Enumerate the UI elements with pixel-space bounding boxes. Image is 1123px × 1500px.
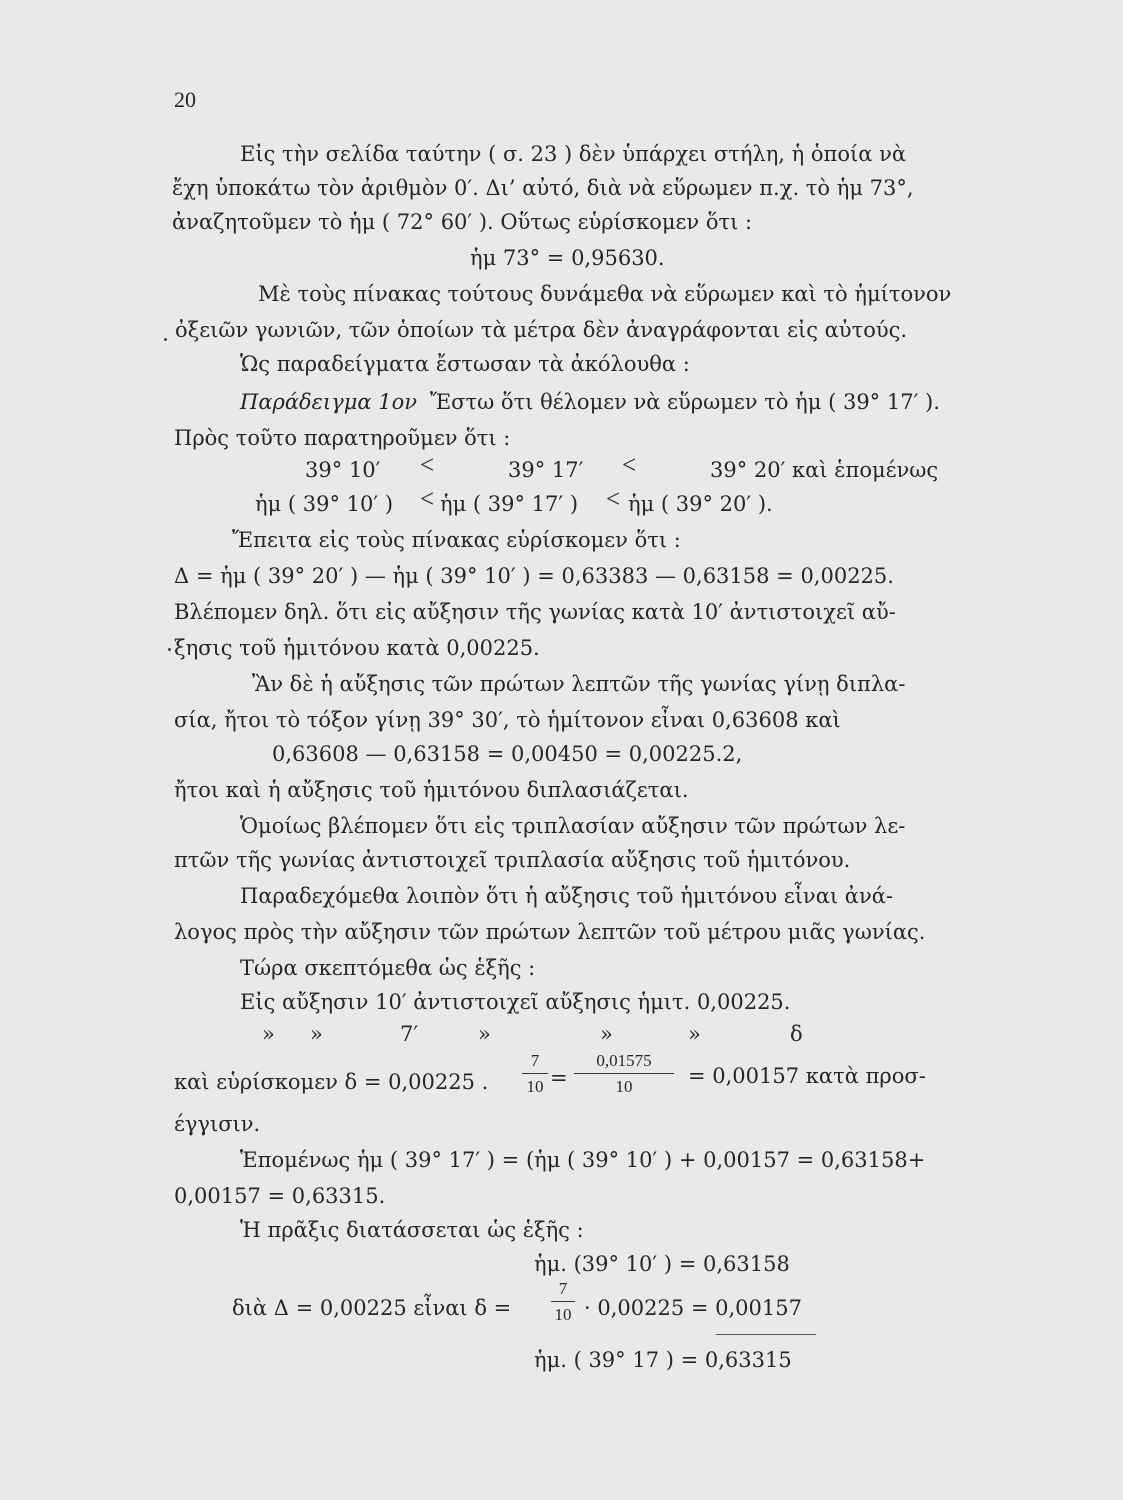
page-number: 20 xyxy=(174,87,196,112)
text-line: καὶ εὑρίσκομεν δ = 0,00225 . xyxy=(174,1070,489,1094)
example-heading: Παράδειγμα 1ον xyxy=(240,390,417,414)
delta-symbol: δ xyxy=(790,1022,803,1046)
formula-line: 0,00157 = 0,63315. xyxy=(174,1184,386,1208)
less-than-sign: < xyxy=(606,486,621,513)
less-than-sign: < xyxy=(420,486,435,513)
text-line: Εἰς αὔξησιν 10′ ἀντιστοιχεῖ αὔξησις ἡμιτ. 0,00225. xyxy=(240,990,791,1014)
sine-39-10: ἡμ ( 39° 10′ ) xyxy=(255,492,394,516)
sine-39-17: ἡμ ( 39° 17′ ) xyxy=(440,492,579,516)
text-line: ξησις τοῦ ἡμιτόνου κατὰ 0,00225. xyxy=(174,636,540,660)
text-line: σία, ἤτοι τὸ τόξον γίνῃ 39° 30′, τὸ ἡμίτονον εἶναι 0,63608 καὶ xyxy=(174,708,841,732)
text-line: Πρὸς τοῦτο παρατηροῦμεν ὅτι : xyxy=(174,426,511,450)
text-line: Βλέπομεν δηλ. ὅτι εἰς αὔξησιν τῆς γωνίας κατὰ 10′ ἀντιστοιχεῖ αὔ- xyxy=(174,600,896,624)
fraction-numerator: 7 xyxy=(558,1279,568,1298)
margin-dot xyxy=(168,648,171,651)
text-line: Εἰς τὴν σελίδα ταύτην ( σ. 23 ) δὲν ὑπάρχει στήλη, ἡ ὁποία νὰ xyxy=(240,142,907,166)
text-line: Ἔστω ὅτι θέλομεν νὰ εὕρωμεν τὸ ἡμ ( 39° 17′ ). xyxy=(430,390,940,414)
text-line: Ἂν δὲ ἡ αὔξησις τῶν πρώτων λεπτῶν τῆς γωνίας γίνῃ διπλα- xyxy=(252,672,906,696)
text-line: Παραδεχόμεθα λοιπὸν ὅτι ἡ αὔξησις τοῦ ἡμιτόνου εἶναι ἀνά- xyxy=(240,884,894,908)
seven-minutes: 7′ xyxy=(400,1022,419,1046)
formula-line: · 0,00225 = 0,00157 xyxy=(584,1296,802,1320)
formula-line: ἡμ. (39° 10′ ) = 0,63158 xyxy=(534,1252,790,1276)
equals-sign: = xyxy=(550,1066,568,1090)
fraction-bar xyxy=(574,1073,674,1074)
less-than-sign: < xyxy=(420,452,435,479)
text-line: Μὲ τοὺς πίνακας τούτους δυνάμεθα νὰ εὕρωμεν καὶ τὸ ἡμίτονον xyxy=(258,282,952,306)
text-line: Ἔπειτα εἰς τοὺς πίνακας εὑρίσκομεν ὅτι : xyxy=(232,528,681,552)
text-line: 39° 20′ καὶ ἑπομένως xyxy=(710,458,939,482)
fraction-denominator: 10 xyxy=(526,1077,544,1096)
angle-39-10: 39° 10′ xyxy=(305,458,381,482)
formula-line: 0,63608 — 0,63158 = 0,00450 = 0,00225.2, xyxy=(272,742,743,766)
formula-line: ἡμ 73° = 0,95630. xyxy=(470,246,665,270)
text-line: ἔχη ὑποκάτω τὸν ἀριθμὸν 0′. Δι’ αὐτό, διὰ νὰ εὕρωμεν π.χ. τὸ ἡμ 73°, xyxy=(172,176,914,200)
text-line: Τώρα σκεπτόμεθα ὡς ἑξῆς : xyxy=(240,956,536,980)
text-line: λογος πρὸς τὴν αὔξησιν τῶν πρώτων λεπτῶν τοῦ μέτρου μιᾶς γωνίας. xyxy=(174,920,926,944)
text-line: = 0,00157 κατὰ προσ- xyxy=(688,1064,926,1088)
margin-dot xyxy=(164,338,167,341)
ditto-mark: » xyxy=(478,1022,491,1046)
text-line: ἤτοι καὶ ἡ αὔξησις τοῦ ἡμιτόνου διπλασιάζεται. xyxy=(174,778,689,802)
text-line: Ἡ πρᾶξις διατάσσεται ὡς ἑξῆς : xyxy=(240,1218,584,1242)
fraction-denominator: 10 xyxy=(554,1305,572,1324)
fraction-denominator: 10 xyxy=(615,1077,633,1096)
ditto-mark: » xyxy=(688,1022,701,1046)
text-line: Ὁμοίως βλέπομεν ὅτι εἰς τριπλασίαν αὔξησιν τῶν πρώτων λε- xyxy=(240,814,906,838)
sum-rule xyxy=(716,1334,816,1335)
text-line: Ὡς παραδείγματα ἔστωσαν τὰ ἀκόλουθα : xyxy=(240,352,690,376)
fraction-bar xyxy=(522,1073,548,1074)
formula-line: Ἑπομένως ἡμ ( 39° 17′ ) = (ἡμ ( 39° 10′ ) + 0,00157 = 0,63158+ xyxy=(240,1148,926,1172)
text-line: έγγισιν. xyxy=(174,1112,261,1136)
less-than-sign: < xyxy=(622,452,637,479)
sine-39-20: ἡμ ( 39° 20′ ). xyxy=(628,492,773,516)
formula-line: διὰ Δ = 0,00225 εἶναι δ = xyxy=(232,1296,512,1320)
formula-line: Δ = ἡμ ( 39° 20′ ) — ἡμ ( 39° 10′ ) = 0,63383 — 0,63158 = 0,00225. xyxy=(174,564,894,588)
fraction-numerator: 7 xyxy=(530,1051,540,1070)
text-line: πτῶν τῆς γωνίας ἀντιστοιχεῖ τριπλασία αὔξησις τοῦ ἡμιτόνου. xyxy=(174,848,851,872)
formula-line: ἡμ. ( 39° 17 ) = 0,63315 xyxy=(534,1348,792,1372)
text-line: ὀξειῶν γωνιῶν, τῶν ὁποίων τὰ μέτρα δὲν ἀναγράφονται εἰς αὐτούς. xyxy=(175,318,908,342)
fraction-numerator: 0,01575 xyxy=(596,1051,652,1070)
fraction-bar xyxy=(551,1301,575,1302)
text-line: ἀναζητοῦμεν τὸ ἡμ ( 72° 60′ ). Οὕτως εὑρίσκομεν ὅτι : xyxy=(172,210,753,234)
ditto-mark: » xyxy=(262,1022,275,1046)
ditto-mark: » xyxy=(600,1022,613,1046)
angle-39-17: 39° 17′ xyxy=(508,458,584,482)
ditto-mark: » xyxy=(310,1022,323,1046)
